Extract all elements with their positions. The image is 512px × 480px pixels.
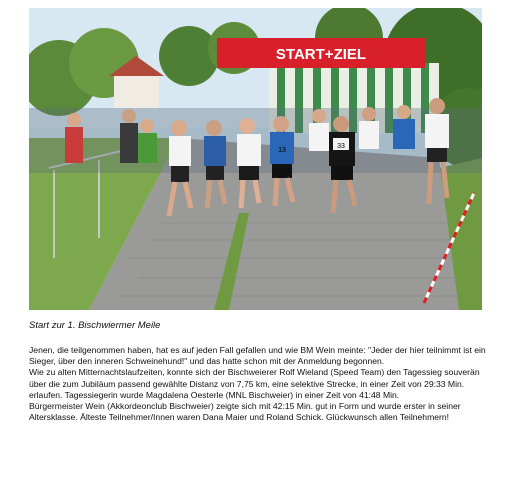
race-start-photo: [29, 8, 482, 310]
article-body: [29, 345, 489, 423]
article-paragraph: Jenen, die teilgenommen haben, hat es auf jeden Fall gefallen und wie BM Wein meinte: "Jeder der hier teilnimmt ist ein Sieger, über den inneren Schweinehund!" und das hatte schon mit der Anmeldung begonnen.: [29, 345, 486, 367]
article-paragraph: Bürgermeister Wein (Akkordeonclub Bischweier) zeigte sich mit 42:15 Min. gut in Form und wurde erster in seiner Altersklasse. Älteste Teilnehmer/Innen waren Dana Maier und Roland Schick. Glückwunsch allen Teilnehmern!: [29, 401, 461, 423]
bib-number: 13: [278, 147, 286, 154]
banner-text: START+ZIEL: [275, 46, 367, 63]
photo-caption: Start zur 1. Bischwiermer Meile: [29, 320, 161, 331]
bib-number: 33: [337, 143, 345, 150]
article-paragraph: Wie zu alten Mitternachtslaufzeiten, konnte sich der Bischweierer Rolf Wieland (Speed Team) den Tagessieg souverän über die zum Jubiläum passend gewählte Distanz von 7,75 km, eine selektive Strecke, in einer Zeit von 29:33 Min. erlaufen. Tagessiegerin wurde Magdalena Oesterle (MNL Bischweier) in einer Zeit von 41:48 Min.: [29, 367, 480, 400]
